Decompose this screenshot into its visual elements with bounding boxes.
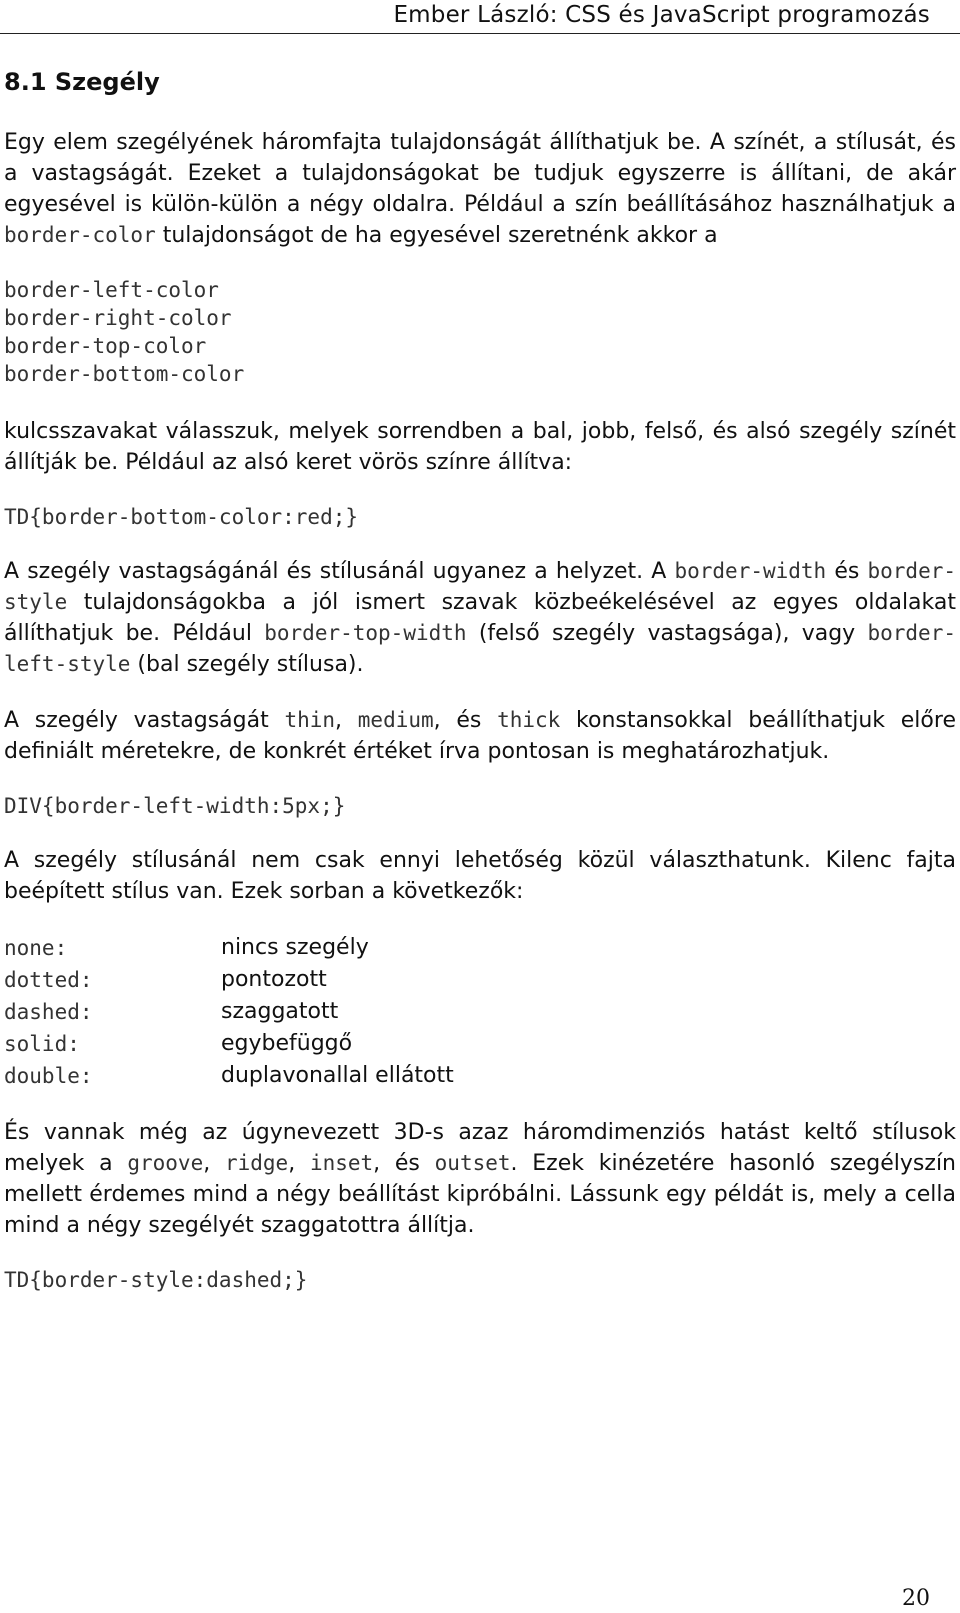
inline-code: inset	[309, 1151, 374, 1175]
code-example-2: DIV{border-left-width:5px;}	[4, 794, 346, 818]
inline-code: outset	[434, 1151, 511, 1175]
text: A szegély vastagságánál és stílusánál ugyanez a helyzet. A	[4, 559, 675, 584]
page-header	[0, 0, 960, 34]
paragraph-styles-intro: A szegély stílusánál nem csak ennyi lehetőség közül választhatunk. Kilenc fajta beépített stílus van. Ezek sorban a következők:	[4, 848, 956, 904]
text: , és	[373, 1151, 435, 1176]
code-example-3: TD{border-style:dashed;}	[4, 1268, 308, 1292]
property-item: border-right-color	[4, 306, 232, 330]
paragraph-width-style	[4, 556, 956, 680]
inline-code: ridge	[224, 1151, 289, 1175]
table-row	[4, 1028, 454, 1060]
header-title: Ember László: CSS és JavaScript programozás	[393, 2, 930, 28]
paragraph-thickness	[4, 705, 956, 767]
style-desc: duplavonallal ellátott	[221, 1063, 454, 1088]
style-key: none:	[4, 936, 68, 960]
text: (felső szegély vastagsága), vagy	[466, 621, 868, 646]
style-key: solid:	[4, 1032, 80, 1056]
inline-code: border-left-style	[4, 621, 956, 676]
property-item: border-top-color	[4, 334, 207, 358]
inline-code: medium	[357, 708, 434, 732]
style-key: dashed:	[4, 1000, 93, 1024]
table-row	[4, 996, 454, 1028]
inline-code: border-color	[4, 223, 156, 247]
property-item: border-left-color	[4, 278, 219, 302]
text: ,	[288, 1151, 310, 1176]
property-list	[4, 276, 956, 388]
property-item: border-bottom-color	[4, 362, 245, 386]
style-key: double:	[4, 1064, 93, 1088]
text: , és	[433, 708, 498, 733]
text: (bal szegély stílusa).	[130, 652, 364, 677]
table-row	[4, 1060, 454, 1092]
section-title: 8.1 Szegély	[4, 68, 160, 96]
inline-code: thick	[497, 708, 561, 732]
text: ,	[203, 1151, 225, 1176]
text: és	[826, 559, 868, 584]
paragraph-keywords: kulcsszavakat válasszuk, melyek sorrendben a bal, jobb, felső, és alsó szegély színét állítják be. Például az alsó keret vörös színre állítva:	[4, 419, 956, 475]
paragraph-3d-styles	[4, 1117, 956, 1241]
inline-code: border-style	[4, 559, 957, 614]
text: ,	[335, 708, 358, 733]
page-content	[4, 66, 956, 1294]
table-row	[4, 964, 454, 996]
text: És vannak még az úgynevezett 3D-s azaz háromdimenziós hatást keltő stílusok melyek a	[4, 1120, 956, 1176]
inline-code: thin	[284, 708, 336, 732]
style-desc: egybefüggő	[221, 1031, 353, 1056]
style-desc: pontozott	[221, 967, 327, 992]
page-number: 20	[902, 1586, 930, 1611]
inline-code: groove	[127, 1151, 204, 1175]
code-example-1: TD{border-bottom-color:red;}	[4, 505, 359, 529]
style-desc: nincs szegély	[221, 935, 369, 960]
text: konstansokkal beállíthatjuk előre definiált méretekre, de konkrét értéket írva pontosan is meghatározhatjuk.	[4, 708, 956, 764]
text: A szegély vastagságát	[4, 708, 285, 733]
table-row	[4, 932, 454, 964]
inline-code: border-width	[674, 559, 827, 583]
text: . Ezek kinézetére hasonló szegélyszín mellett érdemes mind a négy beállítást kipróbálni. Lássunk egy példát is, mely a cella mind a négy szegélyét szaggatottra állítja.	[4, 1151, 957, 1238]
border-style-table	[4, 932, 454, 1092]
inline-code: border-top-width	[264, 621, 467, 645]
text: tulajdonságokba a jól ismert szavak közbeékelésével az egyes oldalakat állíthatjuk be. Például	[4, 590, 956, 646]
style-key: dotted:	[4, 968, 93, 992]
text: Egy elem szegélyének háromfajta tulajdonságát állíthatjuk be. A színét, a stílusát, és a vastagságát. Ezeket a tulajdonságokat be tudjuk egyszerre is állítani, de akár egyesével is külön-külön a négy oldalra. Például a szín beállításához használhatjuk a	[4, 130, 956, 217]
paragraph-intro	[4, 127, 956, 251]
text: tulajdonságot de ha egyesével szeretnénk akkor a	[155, 223, 718, 248]
style-desc: szaggatott	[221, 999, 339, 1024]
